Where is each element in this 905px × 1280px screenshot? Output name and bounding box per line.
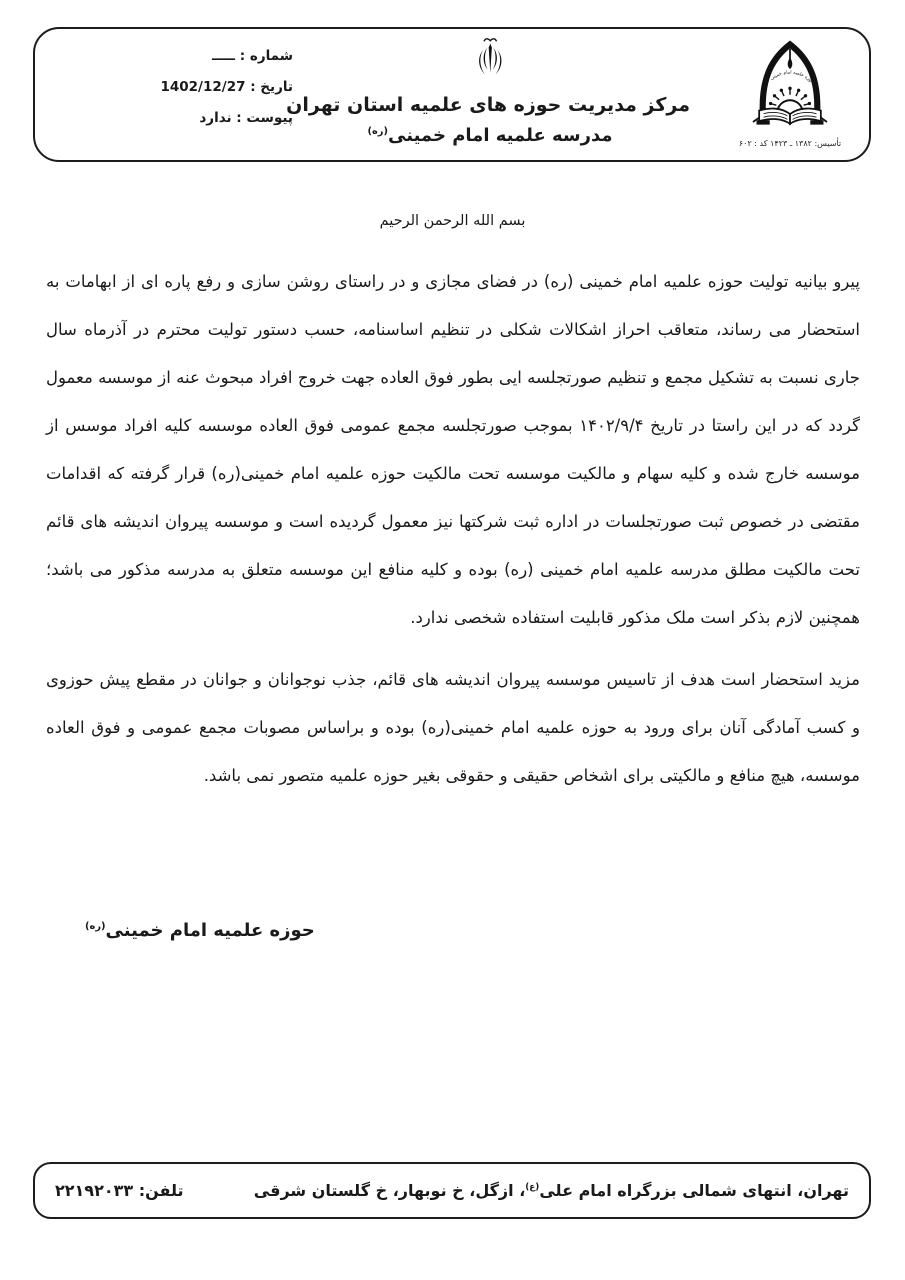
letter-number-label: شماره : xyxy=(239,48,293,64)
footer-address-part2: ، ازگل، خ نوبهار، خ گلستان شرقی xyxy=(253,1181,526,1200)
letter-body xyxy=(46,258,860,814)
letter-date-row xyxy=(97,72,293,103)
footer-phone-label: تلفن: xyxy=(138,1181,184,1200)
school-title-sup: (ره) xyxy=(367,126,389,137)
signature-sup: (ره) xyxy=(85,921,106,932)
letter-attachment-value: ندارد xyxy=(199,110,232,126)
body-paragraph-1: پیرو بیانیه تولیت حوزه علمیه امام خمینی (ره) در فضای مجازی و در راستای روشن سازی و رفع پاره ای از ابهامات به استحضار می رساند، متعاقب احراز اشکالات شکلی در تنظیم اساسنامه، حسب دستور تولیت محترم در آذرماه سال جاری نسبت به تشکیل مجمع و تنظیم صورتجلسه ایی بطور فوق العاده جهت خروج افراد مبحوث عنه از موسسه معمول گردد که در این راستا در تاریخ ۱۴۰۲/۹/۴ بموجب صورتجلسه مجمع عمومی فوق العاده موسسه کلیه افراد موسس از موسسه خارج شده و کلیه سهام و مالکیت موسسه تحت مالکیت حوزه علمیه امام خمینی(ره) قرار گرفته که اقدامات مقتضی در خصوص ثبت صورتجلسات در اداره ثبت شرکتها نیز معمول گردیده است و موسسه پیروان اندیشه های قائم تحت مالکیت مطلق مدرسه علمیه امام خمینی (ره) بوده و کلیه منافع این موسسه متعلق به مدرسه مذکور می باشد؛ همچنین لازم بذکر است ملک مذکور قابلیت استفاده شخصی ندارد. xyxy=(46,272,860,627)
iran-emblem-icon xyxy=(472,35,509,83)
svg-text:حوزه علمیه امام خمینی xyxy=(770,70,815,85)
letter-number-value: ـــــ xyxy=(211,48,236,64)
letterhead-center xyxy=(286,31,690,146)
letterhead-box xyxy=(33,27,871,162)
footer-phone xyxy=(55,1181,184,1200)
seminary-seal xyxy=(729,33,851,148)
letter-date-value: 1402/12/27 xyxy=(160,79,246,95)
footer-address-sup: (ع) xyxy=(525,1182,540,1193)
footer-address-part1: تهران، انتهای شمالی بزرگراه امام علی xyxy=(539,1181,849,1200)
letter-number-row xyxy=(97,41,293,72)
school-title-text: مدرسه علمیه امام خمینی xyxy=(388,125,613,146)
seal-arc-text: حوزه علمیه امام خمینی xyxy=(769,70,815,86)
body-paragraph-2: مزید استحضار است هدف از تاسیس موسسه پیروان اندیشه های قائم، جذب نوجوانان و جوانان در مقطع پیش حوزوی و کسب آمادگی آنان برای ورود به حوزه علمیه امام خمینی(ره) بوده و براساس مصوبات مجمع عمومی و فوق العاده موسسه، هیچ منافع و مالکیتی برای اشخاص حقیقی و حقوقی بغیر حوزه علمیه متصور نمی باشد. xyxy=(46,670,860,785)
letter-attachment-row xyxy=(97,103,293,134)
seminary-seal-icon xyxy=(738,33,842,137)
org-title: مرکز مدیریت حوزه های علمیه استان تهران xyxy=(286,94,690,116)
footer-box xyxy=(33,1162,871,1219)
letter-meta xyxy=(97,41,293,134)
signature-text: حوزه علمیه امام خمینی xyxy=(105,920,315,941)
seal-caption: تأسیس: ۱۳۸۲ ـ ۱۴۲۳ کد : ۶۰۲ xyxy=(738,139,842,148)
letter-date-label: تاریخ : xyxy=(250,79,293,95)
letter-attachment-label: پیوست : xyxy=(236,110,293,126)
school-title xyxy=(290,125,690,146)
footer-address xyxy=(254,1181,849,1200)
signature xyxy=(85,920,315,941)
footer-phone-value: ۲۲۱۹۲۰۳۳ xyxy=(55,1181,134,1200)
bismillah: بسم الله الرحمن الرحیم xyxy=(379,213,526,229)
